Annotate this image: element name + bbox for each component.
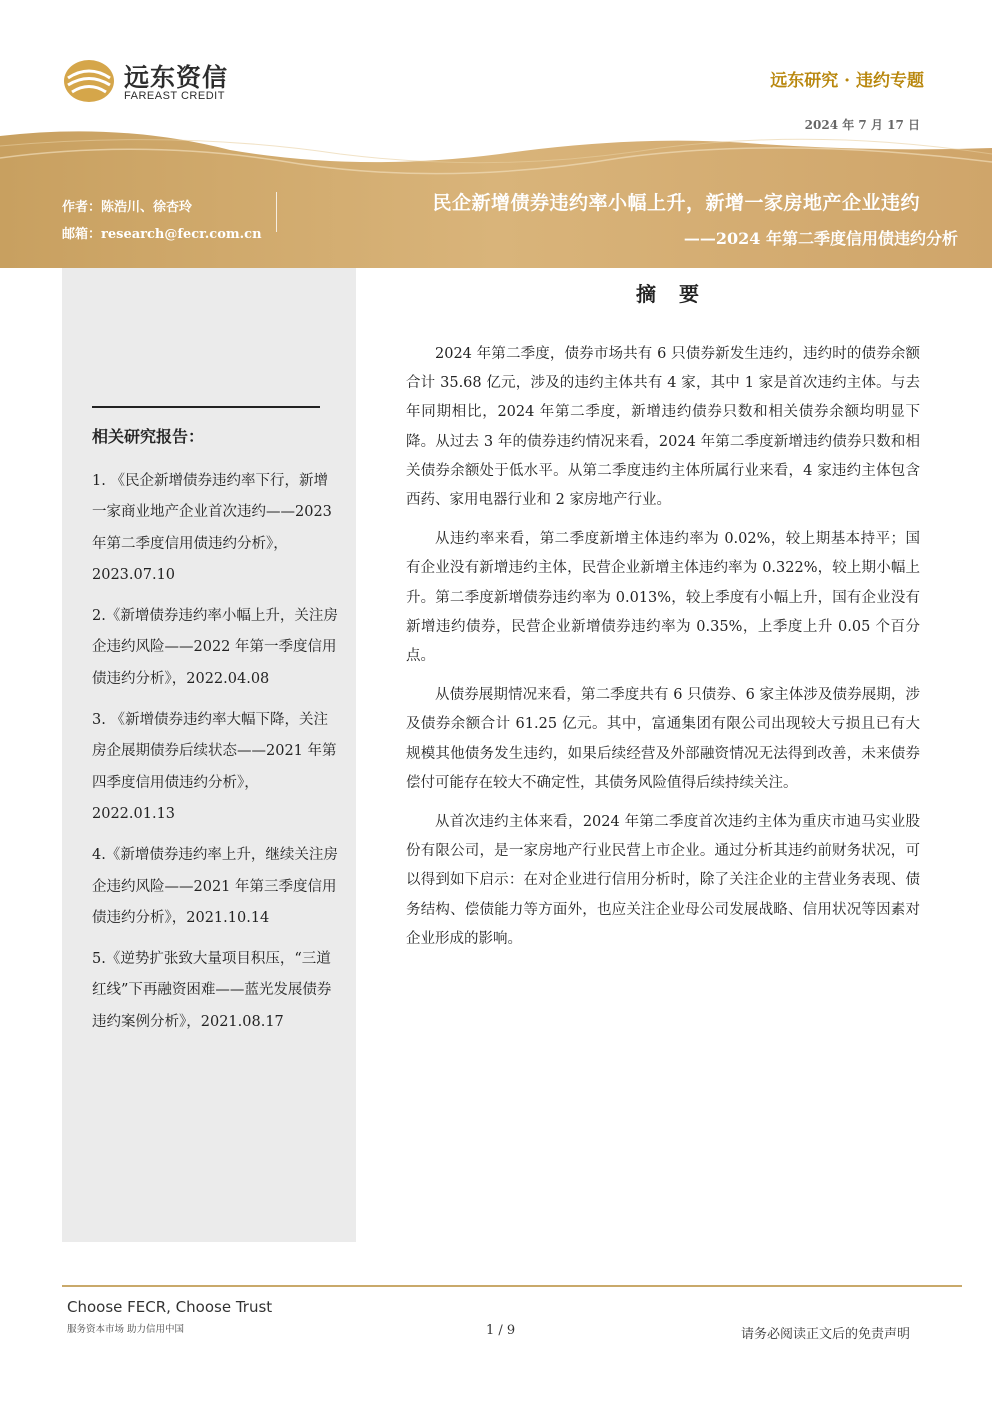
related-reports-list <box>92 466 338 1048</box>
page-number: 1 / 9 <box>486 1323 516 1338</box>
related-report-item: 5.《逆势扩张致大量项目积压，“三道红线”下再融资困难——蓝光发展债券违约案例分析》，2021.08.17 <box>92 951 332 1030</box>
abstract-body <box>406 340 920 964</box>
report-subtitle: ——2024 年第二季度信用债违约分析 <box>683 229 958 248</box>
footer-tagline: 服务资本市场 助力信用中国 <box>67 1324 185 1335</box>
abstract-paragraph: 从首次违约主体来看，2024 年第二季度首次违约主体为重庆市迪马实业股份有限公司，是一家房地产行业民营上市企业。通过分析其违约前财务状况，可以得到如下启示：在对企业进行信用分析时，除了关注企业的主营业务表现、债务结构、偿债能力等方面外，也应关注企业母公司发展战略、信用状况等因素对企业形成的影响。 <box>406 814 920 947</box>
abstract-paragraph: 2024 年第二季度，债券市场共有 6 只债券新发生违约，违约时的债券余额合计 35.68 亿元，涉及的违约主体共有 4 家，其中 1 家是首次违约主体。与去年同期相比，2024 年第二季度，新增违约债券只数和相关债券余额均明显下降。从过去 3 年的债券违约情况来看，2024 年第二季度新增违约债券只数和相关债券余额处于低水平。从第二季度违约主体所属行业来看，4 家违约主体包含西药、家用电器行业和 2 家房地产行业。 <box>406 346 920 509</box>
related-report-item: 2.《新增债券违约率小幅上升，关注房企违约风险——2022 年第一季度信用债违约分析》，2022.04.08 <box>92 608 338 687</box>
fareast-credit-logo <box>62 56 262 108</box>
abstract-title: 摘 要 <box>636 282 707 306</box>
disclaimer-note: 请务必阅读正文后的免责声明 <box>740 1327 910 1342</box>
logo-text-cn: 远东资信 <box>124 63 229 92</box>
sidebar-rule <box>92 406 320 408</box>
related-report-item: 4.《新增债券违约率上升，继续关注房企违约风险——2021 年第三季度信用债违约分析》，2021.10.14 <box>92 847 338 926</box>
report-series: 远东研究 · 违约专题 <box>770 71 924 91</box>
email-line: 邮箱：research@fecr.com.cn <box>62 227 262 242</box>
footer-slogan: Choose FECR, Choose Trust <box>67 1298 273 1316</box>
footer-rule <box>62 1285 962 1287</box>
report-title: 民企新增债券违约率小幅上升，新增一家房地产企业违约 <box>432 192 920 214</box>
related-report-item: 3. 《新增债券违约率大幅下降，关注房企展期债券后续状态——2021 年第四季度信用债违约分析》，2022.01.13 <box>92 712 337 822</box>
abstract-paragraph: 从债券展期情况来看，第二季度共有 6 只债券、6 家主体涉及债券展期，涉及债券余额合计 61.25 亿元。其中，富通集团有限公司出现较大亏损且已有大规模其他债务发生违约，如果后续经营及外部融资情况无法得到改善，未来债券偿付可能存在较大不确定性，其债务风险值得后续持续关注。 <box>406 687 920 791</box>
logo-text-en: FAREAST CREDIT <box>124 90 225 102</box>
abstract-paragraph: 从违约率来看，第二季度新增主体违约率为 0.02%，较上期基本持平；国有企业没有新增违约主体，民营企业新增主体违约率为 0.322%，较上期小幅上升。第二季度新增债券违约率为 0.013%，较上季度有小幅上升，国有企业没有新增违约债券，民营企业新增债券违约率为 0.35%，上季度上升 0.05 个百分点。 <box>406 531 920 665</box>
header-divider <box>276 192 277 232</box>
author-line: 作者：陈浩川、徐杏玲 <box>62 200 193 215</box>
logo-mark-icon <box>62 56 116 106</box>
related-report-item: 1. 《民企新增债券违约率下行，新增一家商业地产企业首次违约——2023 年第二季度信用债违约分析》，2023.07.10 <box>92 473 332 583</box>
related-reports-heading: 相关研究报告： <box>92 427 205 446</box>
report-date: 2024 年 7 月 17 日 <box>804 118 920 132</box>
